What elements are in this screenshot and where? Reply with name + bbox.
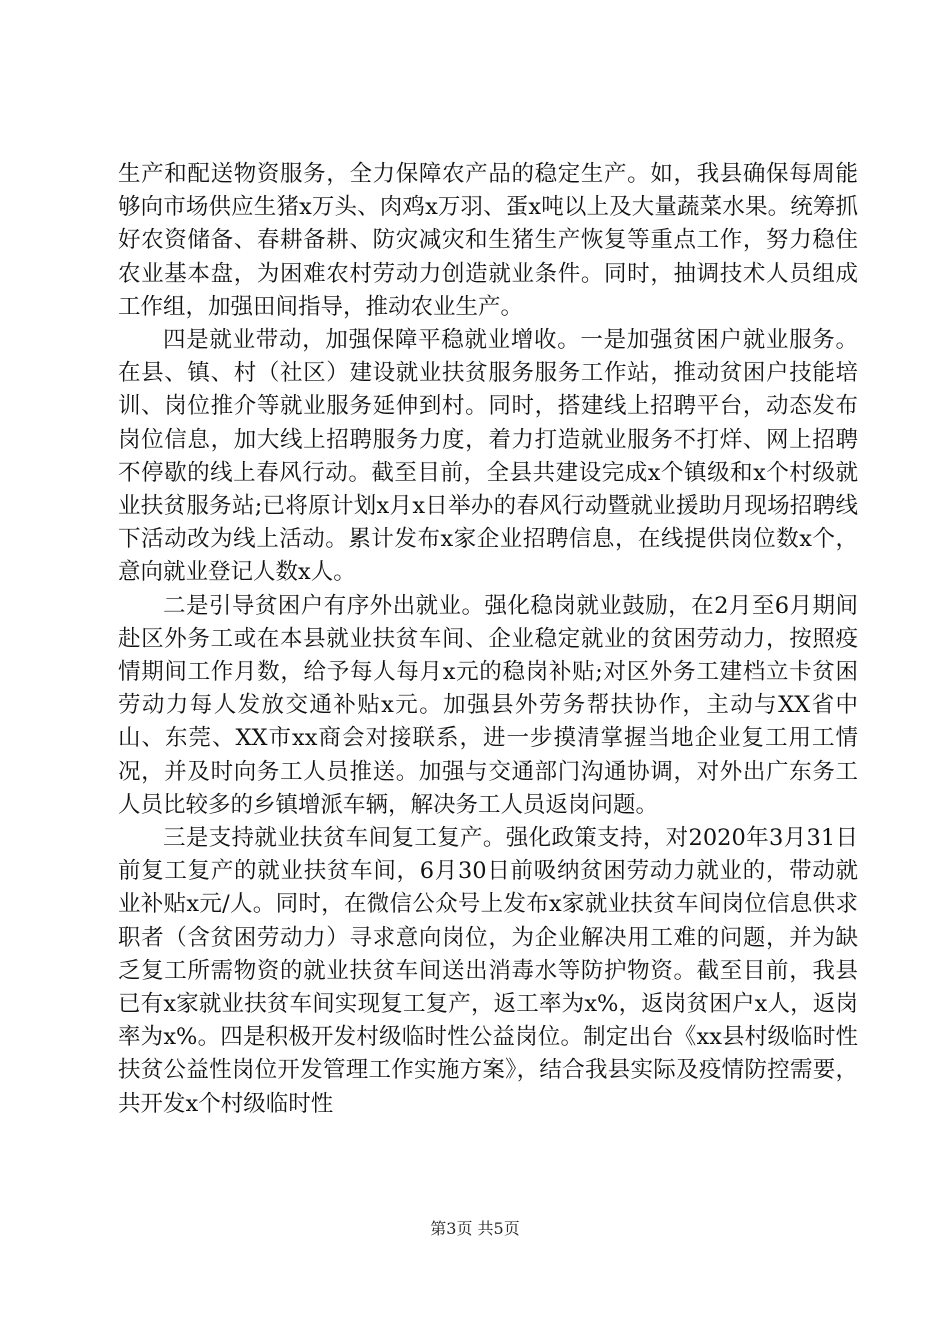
paragraph: 四是就业带动，加强保障平稳就业增收。一是加强贫困户就业服务。在县、镇、村（社区）建设就业扶贫服务服务工作站，推动贫困户技能培训、岗位推介等就业服务延伸到村。同时，搭建线上招聘平台，动态发布岗位信息，加大线上招聘服务力度，着力打造就业服务不打烊、网上招聘不停歇的线上春风行动。截至目前，全县共建设完成x个镇级和x个村级就业扶贫服务站;已将原计划x月x日举办的春风行动暨就业援助月现场招聘线下活动改为线上活动。累计发布x家企业招聘信息，在线提供岗位数x个，意向就业登记人数x人。 [118, 327, 858, 586]
paragraph-continued: 生产和配送物资服务，全力保障农产品的稳定生产。如，我县确保每周能够向市场供应生猪x万头、肉鸡x万羽、蛋x吨以上及大量蔬菜水果。统筹抓好农资储备、春耕备耕、防灾减灾和生猪生产恢复等重点工作，努力稳住农业基本盘，为困难农村劳动力创造就业条件。同时，抽调技术人员组成工作组，加强田间指导，推动农业生产。 [118, 161, 858, 320]
paragraph: 三是支持就业扶贫车间复工复产。强化政策支持，对2020年3月31日前复工复产的就业扶贫车间，6月30日前吸纳贫困劳动力就业的，带动就业补贴x元/人。同时，在微信公众号上发布x家就业扶贫车间岗位信息供求职者（含贫困劳动力）寻求意向岗位，为企业解决用工难的问题，并为缺乏复工所需物资的就业扶贫车间送出消毒水等防护物资。截至目前，我县已有x家就业扶贫车间实现复工复产，返工率为x%，返岗贫困户x人，返岗率为x%。四是积极开发村级临时性公益岗位。制定出台《xx县村级临时性扶贫公益性岗位开发管理工作实施方案》，结合我县实际及疫情防控需要，共开发x个村级临时性 [118, 825, 858, 1117]
paragraph: 二是引导贫困户有序外出就业。强化稳岗就业鼓励，在2月至6月期间赴区外务工或在本县就业扶贫车间、企业稳定就业的贫困劳动力，按照疫情期间工作月数，给予每人每月x元的稳岗补贴;对区外务工建档立卡贫困劳动力每人发放交通补贴x元。加强县外劳务帮扶协作，主动与XX省中山、东莞、XX市xx商会对接联系，进一步摸清掌握当地企业复工用工情况，并及时向务工人员推送。加强与交通部门沟通协调，对外出广东务工人员比较多的乡镇增派车辆，解决务工人员返岗问题。 [118, 592, 858, 818]
page-footer: 第3页 共5页 [430, 1219, 520, 1238]
document-body [118, 158, 858, 1121]
